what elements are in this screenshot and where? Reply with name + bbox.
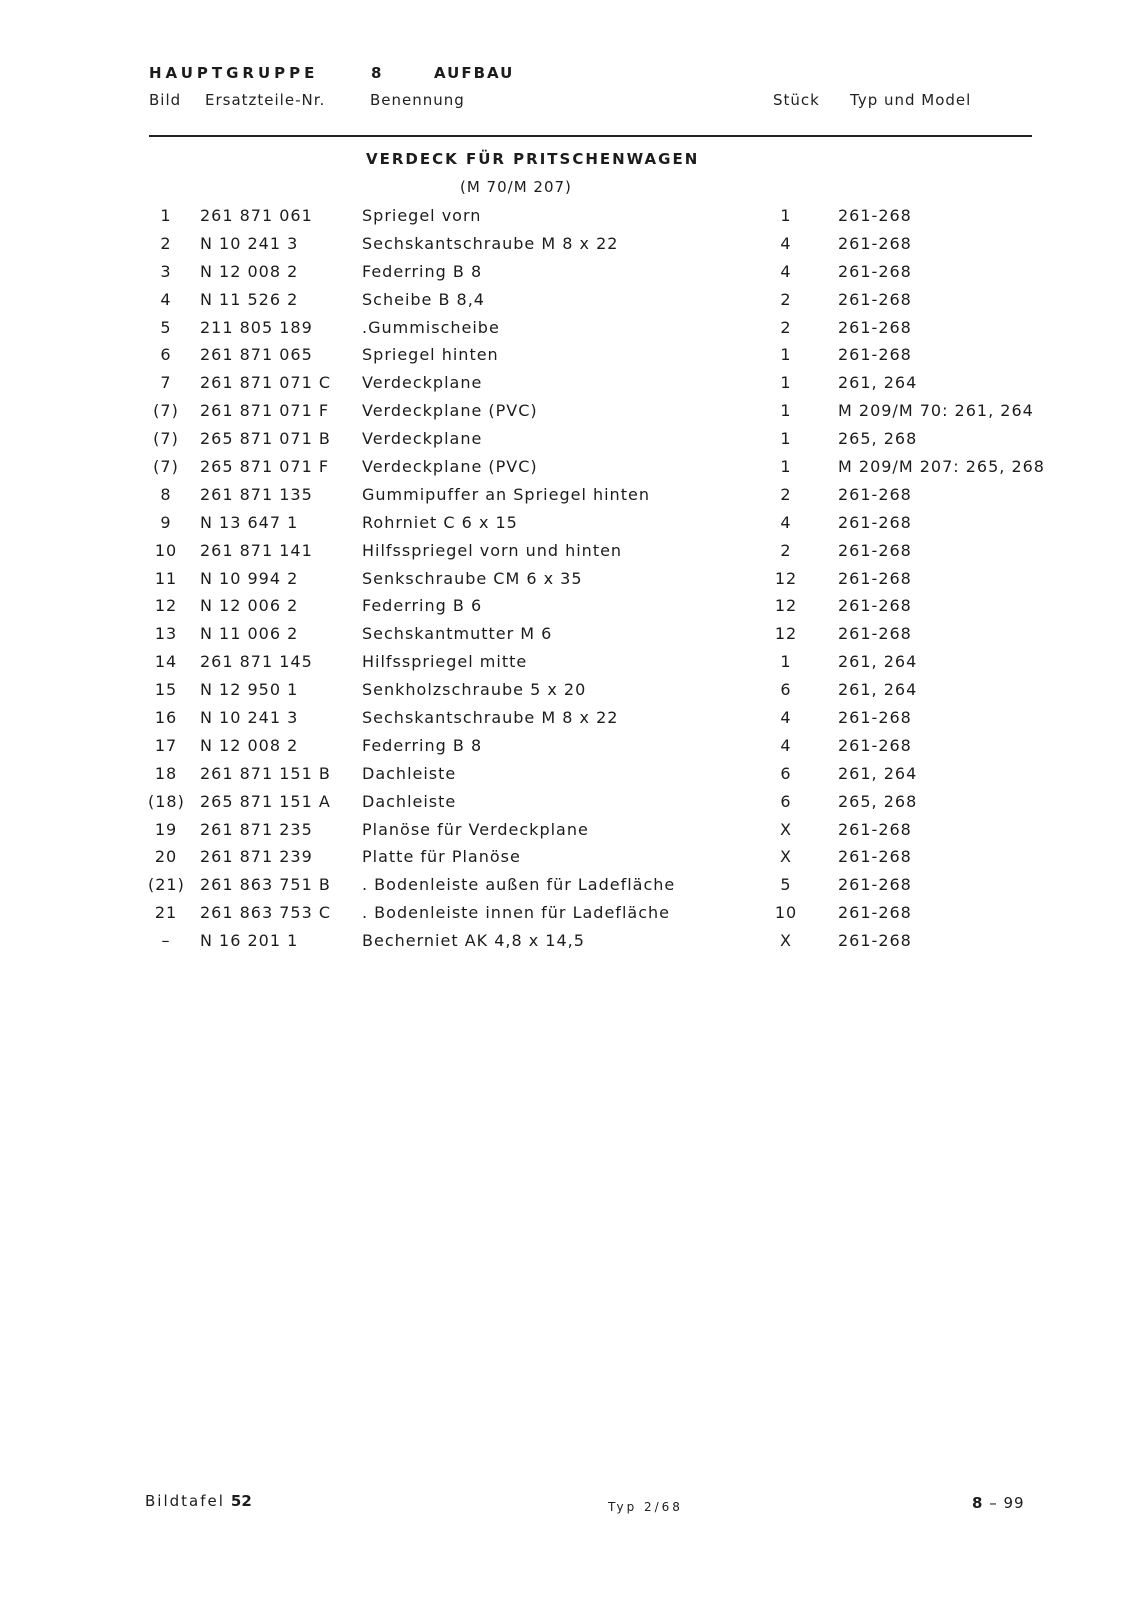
row-bild: 4 [160, 289, 172, 309]
row-quantity: 4 [780, 708, 792, 728]
group-label: HAUPTGRUPPE [149, 64, 319, 82]
row-part-number: N 10 241 3 [200, 708, 299, 728]
row-part-number: 261 871 141 [200, 540, 313, 560]
table-row [0, 537, 1139, 565]
row-bild: (7) [153, 457, 179, 477]
row-quantity: 5 [780, 875, 792, 895]
row-quantity: X [780, 931, 792, 951]
row-name: Hilfsspriegel mitte [362, 652, 528, 672]
header-divider [149, 135, 1032, 137]
table-row [0, 704, 1139, 732]
column-header-benennung: Benennung [370, 91, 465, 109]
row-quantity: 6 [780, 791, 792, 811]
table-row [0, 286, 1139, 314]
row-name: Sechskantmutter M 6 [362, 624, 553, 644]
parts-table [0, 202, 1139, 955]
row-quantity: 1 [780, 457, 792, 477]
row-name: .Gummischeibe [362, 317, 500, 337]
row-type-model: 261, 264 [838, 373, 918, 393]
row-type-model: 261-268 [838, 819, 912, 839]
row-type-model: 261-268 [838, 317, 912, 337]
row-name: Hilfsspriegel vorn und hinten [362, 540, 623, 560]
row-bild: 18 [154, 763, 178, 783]
section-subtitle: (M 70/M 207) [460, 178, 572, 196]
row-quantity: X [780, 819, 792, 839]
group-number: 8 [371, 64, 382, 82]
row-name: Sechskantschraube M 8 x 22 [362, 708, 619, 728]
row-type-model: 261-268 [838, 512, 912, 532]
row-part-number: 261 871 071 C [200, 373, 332, 393]
row-part-number: 261 871 065 [200, 345, 313, 365]
row-quantity: 4 [780, 261, 792, 281]
table-row [0, 760, 1139, 788]
column-header-nr: Ersatzteile-Nr. [205, 91, 326, 109]
row-bild: 11 [154, 568, 178, 588]
row-type-model: M 209/M 207: 265, 268 [838, 457, 1045, 477]
table-row [0, 509, 1139, 537]
row-bild: 19 [154, 819, 178, 839]
row-bild: 6 [160, 345, 172, 365]
row-part-number: 265 871 071 B [200, 429, 331, 449]
row-type-model: 261-268 [838, 903, 912, 923]
row-part-number: 265 871 151 A [200, 791, 331, 811]
row-quantity: 12 [774, 624, 798, 644]
row-part-number: 261 871 061 [200, 206, 313, 225]
page-index: 99 [1003, 1494, 1025, 1512]
table-row [0, 453, 1139, 481]
group-name: AUFBAU [434, 64, 515, 82]
row-part-number: N 10 994 2 [200, 568, 299, 588]
row-part-number: 261 871 145 [200, 652, 313, 672]
row-type-model: 261-268 [838, 261, 912, 281]
row-name: Verdeckplane (PVC) [362, 401, 538, 421]
row-bild: 3 [160, 261, 172, 281]
row-quantity: 6 [780, 763, 792, 783]
row-quantity: 12 [774, 596, 798, 616]
row-part-number: 261 871 239 [200, 847, 313, 867]
row-quantity: 6 [780, 680, 792, 700]
table-row [0, 202, 1139, 230]
page-group: 8 [972, 1494, 984, 1512]
row-bild: 13 [154, 624, 178, 644]
row-quantity: 2 [780, 317, 792, 337]
table-row [0, 341, 1139, 369]
row-name: Scheibe B 8,4 [362, 289, 485, 309]
row-bild: (7) [153, 429, 179, 449]
row-part-number: N 12 008 2 [200, 261, 299, 281]
table-row [0, 843, 1139, 871]
row-type-model: 261-268 [838, 875, 912, 895]
row-type-model: 261-268 [838, 206, 912, 225]
row-part-number: 261 871 235 [200, 819, 313, 839]
row-name: . Bodenleiste außen für Ladefläche [362, 875, 676, 895]
row-type-model: 265, 268 [838, 791, 918, 811]
row-bild: 8 [160, 484, 172, 504]
page-separator: – [989, 1494, 998, 1512]
row-bild: 5 [160, 317, 172, 337]
row-name: Federring B 8 [362, 261, 483, 281]
row-quantity: 2 [780, 540, 792, 560]
row-quantity: X [780, 847, 792, 867]
row-name: Sechskantschraube M 8 x 22 [362, 233, 619, 253]
column-header-typ: Typ und Model [850, 91, 972, 109]
table-row [0, 927, 1139, 955]
row-bild: 16 [154, 708, 178, 728]
section-title: VERDECK FÜR PRITSCHENWAGEN [366, 150, 700, 168]
row-name: Becherniet AK 4,8 x 14,5 [362, 931, 585, 951]
table-row [0, 425, 1139, 453]
table-row [0, 481, 1139, 509]
row-name: Spriegel vorn [362, 206, 482, 225]
row-quantity: 4 [780, 512, 792, 532]
row-type-model: 261-268 [838, 484, 912, 504]
row-type-model: 265, 268 [838, 429, 918, 449]
row-part-number: 261 871 135 [200, 484, 313, 504]
row-type-model: M 209/M 70: 261, 264 [838, 401, 1034, 421]
row-part-number: N 12 006 2 [200, 596, 299, 616]
row-quantity: 4 [780, 233, 792, 253]
table-row [0, 788, 1139, 816]
row-part-number: N 12 008 2 [200, 735, 299, 755]
row-name: Verdeckplane [362, 429, 483, 449]
row-name: Verdeckplane (PVC) [362, 457, 538, 477]
row-type-model: 261-268 [838, 345, 912, 365]
table-row [0, 816, 1139, 844]
table-row [0, 899, 1139, 927]
row-part-number: 261 871 071 F [200, 401, 330, 421]
row-type-model: 261-268 [838, 233, 912, 253]
row-type-model: 261, 264 [838, 652, 918, 672]
bildtafel-number: 52 [230, 1492, 252, 1510]
row-bild: (21) [148, 875, 185, 895]
row-quantity: 10 [774, 903, 798, 923]
row-quantity: 4 [780, 735, 792, 755]
row-part-number: N 11 006 2 [200, 624, 299, 644]
row-part-number: N 16 201 1 [200, 931, 299, 951]
table-row [0, 732, 1139, 760]
row-name: Federring B 6 [362, 596, 483, 616]
row-bild: 2 [160, 233, 172, 253]
group-heading [149, 64, 515, 82]
row-name: Planöse für Verdeckplane [362, 819, 589, 839]
row-bild: 14 [154, 652, 178, 672]
row-bild: 17 [154, 735, 178, 755]
row-part-number: 261 863 751 B [200, 875, 331, 895]
row-name: Gummipuffer an Spriegel hinten [362, 484, 650, 504]
row-bild: 20 [154, 847, 178, 867]
row-bild: – [161, 931, 171, 951]
table-row [0, 230, 1139, 258]
row-quantity: 2 [780, 484, 792, 504]
table-row [0, 397, 1139, 425]
bildtafel-label: Bildtafel [145, 1492, 225, 1510]
row-bild: 12 [154, 596, 178, 616]
table-row [0, 314, 1139, 342]
table-row [0, 871, 1139, 899]
row-type-model: 261-268 [838, 624, 912, 644]
row-quantity: 1 [780, 401, 792, 421]
row-type-model: 261-268 [838, 847, 912, 867]
row-quantity: 1 [780, 206, 792, 225]
row-name: Verdeckplane [362, 373, 483, 393]
row-type-model: 261-268 [838, 289, 912, 309]
row-name: Federring B 8 [362, 735, 483, 755]
row-bild: 10 [154, 540, 178, 560]
row-part-number: N 13 647 1 [200, 512, 299, 532]
typ-date: Typ 2/68 [608, 1500, 683, 1514]
row-name: Spriegel hinten [362, 345, 499, 365]
table-row [0, 676, 1139, 704]
row-type-model: 261-268 [838, 735, 912, 755]
row-part-number: 261 871 151 B [200, 763, 331, 783]
row-name: . Bodenleiste innen für Ladefläche [362, 903, 670, 923]
row-name: Senkschraube CM 6 x 35 [362, 568, 583, 588]
table-row [0, 648, 1139, 676]
row-part-number: 261 863 753 C [200, 903, 332, 923]
row-type-model: 261-268 [838, 931, 912, 951]
row-type-model: 261, 264 [838, 680, 918, 700]
table-row [0, 369, 1139, 397]
row-bild: 21 [154, 903, 178, 923]
table-row [0, 565, 1139, 593]
row-name: Platte für Planöse [362, 847, 521, 867]
row-type-model: 261, 264 [838, 763, 918, 783]
column-header-stueck: Stück [773, 91, 820, 109]
row-bild: (7) [153, 401, 179, 421]
table-row [0, 620, 1139, 648]
row-type-model: 261-268 [838, 540, 912, 560]
row-type-model: 261-268 [838, 596, 912, 616]
row-bild: 1 [160, 206, 172, 225]
row-part-number: 265 871 071 F [200, 457, 330, 477]
row-name: Rohrniet C 6 x 15 [362, 512, 518, 532]
row-part-number: 211 805 189 [200, 317, 313, 337]
table-row [0, 258, 1139, 286]
row-bild: 9 [160, 512, 172, 532]
row-name: Dachleiste [362, 791, 457, 811]
table-row [0, 592, 1139, 620]
column-header-bild: Bild [149, 91, 182, 109]
row-type-model: 261-268 [838, 568, 912, 588]
row-quantity: 1 [780, 373, 792, 393]
row-quantity: 2 [780, 289, 792, 309]
row-name: Senkholzschraube 5 x 20 [362, 680, 587, 700]
page-number [972, 1494, 1025, 1512]
bildtafel-reference [145, 1492, 252, 1510]
row-part-number: N 12 950 1 [200, 680, 299, 700]
row-bild: 15 [154, 680, 178, 700]
row-bild: 7 [160, 373, 172, 393]
row-name: Dachleiste [362, 763, 457, 783]
row-part-number: N 10 241 3 [200, 233, 299, 253]
row-quantity: 12 [774, 568, 798, 588]
row-quantity: 1 [780, 429, 792, 449]
row-part-number: N 11 526 2 [200, 289, 299, 309]
row-quantity: 1 [780, 652, 792, 672]
row-quantity: 1 [780, 345, 792, 365]
row-bild: (18) [148, 791, 185, 811]
row-type-model: 261-268 [838, 708, 912, 728]
